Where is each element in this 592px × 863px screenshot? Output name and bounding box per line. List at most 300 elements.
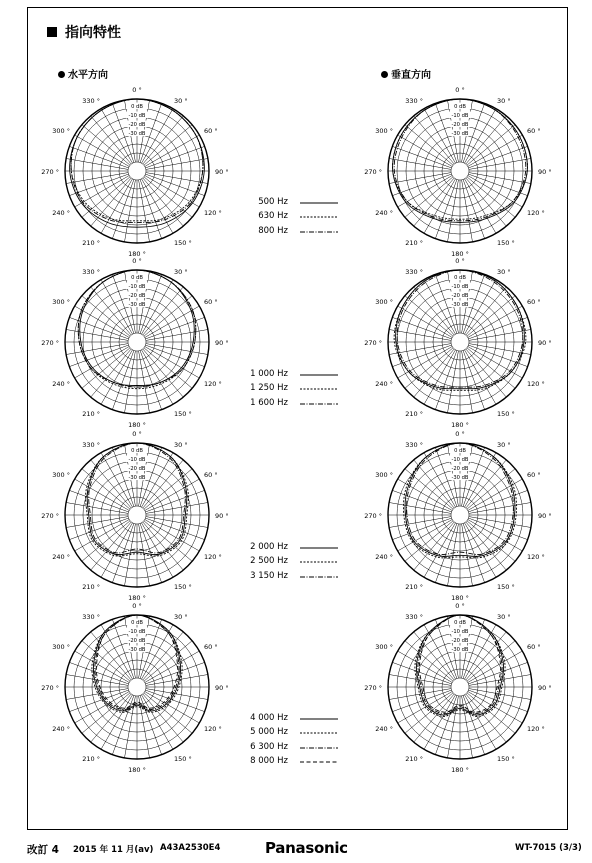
angle-label: 330 °	[405, 267, 423, 276]
grid-spoke	[405, 177, 453, 217]
legend-item	[228, 727, 358, 741]
angle-label: 330 °	[82, 96, 100, 105]
grid-spoke	[414, 522, 454, 570]
ring-label: 0 dB	[131, 448, 143, 454]
angle-label: 180 °	[128, 250, 146, 258]
legend-label: 630 Hz	[258, 211, 288, 222]
ring-label: -20 dB	[128, 293, 146, 299]
grid-spoke	[145, 651, 200, 683]
grid-spoke	[424, 179, 456, 234]
angle-label: 270 °	[364, 684, 382, 692]
grid-spoke	[468, 347, 523, 379]
grid-spoke	[414, 287, 454, 335]
grid-spoke	[424, 695, 456, 750]
document-code: A43A2530E4	[160, 843, 221, 853]
angle-label: 90 °	[215, 168, 229, 176]
grid-spoke	[392, 317, 451, 339]
grid-spoke	[75, 520, 130, 552]
grid-spoke	[66, 158, 128, 169]
grid-spoke	[66, 344, 128, 355]
angle-label: 330 °	[405, 96, 423, 105]
grid-spoke	[469, 517, 531, 528]
grid-spoke	[112, 179, 134, 238]
legend-item	[228, 226, 358, 240]
model-page-number: WT-7015 (3/3)	[515, 843, 582, 853]
angle-label: 270 °	[41, 168, 59, 176]
ring-label: 0 dB	[131, 620, 143, 626]
polar-chart-vertical-1	[360, 71, 560, 271]
grid-ring	[128, 162, 146, 180]
grid-spoke	[145, 146, 204, 168]
grid-spoke	[467, 693, 515, 733]
angle-label: 150 °	[497, 239, 515, 248]
polar-chart-horizontal-4	[37, 587, 237, 787]
ring-label: -30 dB	[128, 475, 146, 481]
subheading-vertical-text: 垂直方向	[391, 70, 431, 81]
legend-label: 6 300 Hz	[250, 741, 288, 752]
brand-logo: Panasonic	[265, 839, 348, 857]
angle-label: 60 °	[527, 298, 541, 306]
grid-spoke	[467, 296, 515, 336]
grid-spoke	[405, 125, 453, 165]
ring-label: 0 dB	[131, 104, 143, 110]
grid-spoke	[146, 689, 208, 700]
grid-spoke	[389, 502, 451, 513]
ring-label: -10 dB	[451, 629, 469, 635]
grid-spoke	[463, 695, 485, 754]
grid-spoke	[69, 518, 128, 540]
grid-spoke	[101, 350, 133, 405]
grid-spoke	[139, 351, 150, 413]
grid-ring	[128, 333, 146, 351]
grid-spoke	[447, 180, 458, 242]
grid-spoke	[463, 179, 485, 238]
grid-spoke	[389, 329, 451, 340]
grid-spoke	[146, 329, 208, 340]
grid-spoke	[469, 158, 531, 169]
square-bullet-icon	[47, 27, 57, 37]
footer	[0, 836, 592, 860]
legend-swatch	[298, 372, 340, 378]
angle-label: 330 °	[405, 440, 423, 449]
ring-label: -20 dB	[451, 293, 469, 299]
grid-spoke	[468, 518, 527, 540]
grid-ring	[128, 506, 146, 524]
grid-spoke	[146, 158, 208, 169]
ring-label: -10 dB	[451, 113, 469, 119]
angle-label: 120 °	[527, 553, 545, 561]
grid-spoke	[435, 695, 457, 754]
angle-label: 60 °	[204, 643, 218, 651]
angle-label: 150 °	[174, 239, 192, 248]
grid-spoke	[414, 694, 454, 742]
grid-spoke	[414, 116, 454, 164]
grid-spoke	[467, 177, 515, 217]
grid-spoke	[469, 502, 531, 513]
grid-spoke	[463, 350, 485, 409]
angle-label: 90 °	[538, 684, 552, 692]
angle-label: 300 °	[375, 127, 393, 135]
grid-spoke	[465, 695, 497, 750]
legend-label: 1 600 Hz	[250, 397, 288, 408]
angle-label: 0 °	[455, 430, 465, 438]
legend-1	[228, 197, 358, 240]
angle-label: 330 °	[405, 612, 423, 621]
grid-spoke	[466, 522, 506, 570]
angle-label: 30 °	[497, 440, 511, 449]
revision-date: 2015 年 11 月(av)	[73, 845, 154, 855]
grid-spoke	[145, 520, 200, 552]
ring-label: -10 dB	[128, 284, 146, 290]
grid-spoke	[82, 348, 130, 388]
grid-spoke	[398, 135, 453, 167]
angle-label: 300 °	[52, 471, 70, 479]
grid-spoke	[405, 348, 453, 388]
grid-spoke	[468, 490, 527, 512]
legend-item	[228, 383, 358, 397]
grid-spoke	[398, 306, 453, 338]
grid-spoke	[66, 689, 128, 700]
polar-chart-horizontal-1	[37, 71, 237, 271]
grid-spoke	[469, 329, 531, 340]
grid-spoke	[112, 350, 134, 409]
angle-label: 240 °	[375, 553, 393, 561]
polar-chart-vertical-4	[360, 587, 560, 787]
ring-label: 0 dB	[454, 620, 466, 626]
legend-4	[228, 713, 358, 770]
angle-label: 60 °	[527, 643, 541, 651]
grid-spoke	[66, 173, 128, 184]
angle-label: 210 °	[405, 239, 423, 248]
grid-spoke	[91, 349, 131, 397]
grid-spoke	[392, 146, 451, 168]
angle-label: 90 °	[538, 339, 552, 347]
grid-spoke	[139, 696, 150, 758]
grid-spoke	[466, 287, 506, 335]
ring-label: -20 dB	[451, 122, 469, 128]
angle-label: 150 °	[497, 410, 515, 419]
angle-label: 210 °	[405, 410, 423, 419]
grid-spoke	[143, 349, 183, 397]
grid-spoke	[146, 173, 208, 184]
grid-spoke	[143, 460, 183, 508]
angle-label: 0 °	[132, 257, 142, 265]
angle-label: 120 °	[527, 725, 545, 733]
grid-spoke	[101, 695, 133, 750]
angle-label: 120 °	[527, 380, 545, 388]
angle-label: 300 °	[375, 643, 393, 651]
grid-spoke	[398, 520, 453, 552]
grid-spoke	[468, 651, 523, 683]
legend-item	[228, 542, 358, 556]
legend-item	[228, 398, 358, 412]
angle-label: 210 °	[405, 755, 423, 764]
legend-label: 800 Hz	[258, 225, 288, 236]
angle-label: 180 °	[128, 766, 146, 774]
angle-label: 30 °	[174, 440, 188, 449]
grid-spoke	[146, 502, 208, 513]
ring-label: -30 dB	[451, 131, 469, 137]
angle-label: 270 °	[41, 512, 59, 520]
grid-ring	[128, 678, 146, 696]
grid-spoke	[467, 641, 515, 681]
grid-spoke	[405, 693, 453, 733]
grid-spoke	[389, 173, 451, 184]
grid-spoke	[140, 179, 162, 238]
grid-spoke	[145, 490, 204, 512]
polar-chart-vertical-2	[360, 242, 560, 442]
angle-label: 270 °	[364, 168, 382, 176]
grid-spoke	[145, 174, 204, 196]
angle-label: 120 °	[204, 380, 222, 388]
grid-spoke	[144, 521, 192, 561]
polar-chart-horizontal-2	[37, 242, 237, 442]
angle-label: 90 °	[215, 684, 229, 692]
grid-spoke	[124, 180, 135, 242]
legend-item	[228, 197, 358, 211]
angle-label: 90 °	[538, 168, 552, 176]
angle-label: 60 °	[527, 127, 541, 135]
legend-3	[228, 542, 358, 585]
angle-label: 60 °	[204, 127, 218, 135]
grid-spoke	[466, 694, 506, 742]
legend-swatch	[298, 386, 340, 392]
polar-chart-vertical-3	[360, 415, 560, 615]
grid-spoke	[69, 146, 128, 168]
grid-spoke	[82, 125, 130, 165]
legend-swatch	[298, 545, 340, 551]
legend-swatch	[298, 745, 340, 751]
angle-label: 30 °	[497, 612, 511, 621]
grid-spoke	[143, 178, 183, 226]
angle-label: 30 °	[497, 267, 511, 276]
grid-ring	[451, 162, 469, 180]
legend-swatch	[298, 759, 340, 765]
angle-label: 60 °	[204, 298, 218, 306]
angle-label: 60 °	[527, 471, 541, 479]
ring-label: -20 dB	[128, 466, 146, 472]
grid-spoke	[398, 347, 453, 379]
grid-spoke	[389, 158, 451, 169]
legend-label: 5 000 Hz	[250, 727, 288, 738]
grid-spoke	[466, 116, 506, 164]
grid-spoke	[144, 125, 192, 165]
grid-spoke	[143, 694, 183, 742]
angle-label: 270 °	[364, 512, 382, 520]
grid-spoke	[389, 517, 451, 528]
angle-label: 120 °	[204, 725, 222, 733]
grid-spoke	[75, 651, 130, 683]
angle-label: 150 °	[174, 410, 192, 419]
angle-label: 0 °	[132, 430, 142, 438]
grid-spoke	[69, 490, 128, 512]
grid-spoke	[462, 351, 473, 413]
ring-label: -20 dB	[451, 638, 469, 644]
angle-label: 300 °	[375, 471, 393, 479]
subheading-horizontal-text: 水平方向	[68, 70, 108, 81]
grid-spoke	[91, 460, 131, 508]
ring-label: -10 dB	[128, 629, 146, 635]
grid-spoke	[392, 518, 451, 540]
section-heading	[47, 22, 121, 42]
legend-label: 1 250 Hz	[250, 383, 288, 394]
grid-spoke	[465, 179, 497, 234]
grid-spoke	[69, 662, 128, 684]
grid-spoke	[142, 350, 174, 405]
angle-label: 240 °	[52, 725, 70, 733]
angle-label: 330 °	[82, 612, 100, 621]
grid-spoke	[66, 502, 128, 513]
legend-swatch	[298, 716, 340, 722]
legend-swatch	[298, 401, 340, 407]
grid-spoke	[145, 518, 204, 540]
grid-spoke	[144, 348, 192, 388]
grid-ring	[451, 678, 469, 696]
grid-spoke	[75, 692, 130, 724]
legend-label: 2 500 Hz	[250, 556, 288, 567]
angle-label: 150 °	[497, 583, 515, 592]
angle-label: 300 °	[52, 127, 70, 135]
angle-label: 0 °	[455, 257, 465, 265]
angle-label: 300 °	[375, 298, 393, 306]
legend-item	[228, 713, 358, 727]
ring-label: -30 dB	[451, 302, 469, 308]
ring-label: -30 dB	[128, 647, 146, 653]
angle-label: 240 °	[52, 209, 70, 217]
angle-label: 240 °	[375, 380, 393, 388]
legend-item	[228, 571, 358, 585]
angle-label: 180 °	[128, 594, 146, 602]
heading-text: 指向特性	[65, 25, 121, 41]
angle-label: 120 °	[204, 209, 222, 217]
grid-spoke	[468, 520, 523, 552]
grid-spoke	[146, 517, 208, 528]
legend-swatch	[298, 214, 340, 220]
ring-label: -30 dB	[451, 475, 469, 481]
grid-spoke	[82, 693, 130, 733]
angle-label: 210 °	[82, 755, 100, 764]
grid-spoke	[424, 523, 456, 578]
angle-label: 240 °	[375, 209, 393, 217]
grid-spoke	[144, 693, 192, 733]
grid-spoke	[398, 651, 453, 683]
ring-label: -30 dB	[128, 302, 146, 308]
angle-label: 180 °	[128, 421, 146, 429]
grid-spoke	[424, 350, 456, 405]
grid-spoke	[139, 180, 150, 242]
grid-spoke	[146, 344, 208, 355]
grid-spoke	[112, 695, 134, 754]
legend-item	[228, 756, 358, 770]
grid-spoke	[462, 524, 473, 586]
angle-label: 180 °	[451, 766, 469, 774]
angle-label: 210 °	[82, 410, 100, 419]
angle-label: 150 °	[174, 755, 192, 764]
polar-chart-horizontal-3	[37, 415, 237, 615]
angle-label: 240 °	[52, 380, 70, 388]
grid-spoke	[392, 490, 451, 512]
angle-label: 60 °	[204, 471, 218, 479]
grid-spoke	[467, 125, 515, 165]
grid-spoke	[145, 135, 200, 167]
angle-label: 330 °	[82, 440, 100, 449]
legend-2	[228, 369, 358, 412]
grid-spoke	[435, 350, 457, 409]
grid-spoke	[447, 524, 458, 586]
grid-spoke	[66, 517, 128, 528]
angle-label: 180 °	[451, 421, 469, 429]
ring-label: 0 dB	[131, 275, 143, 281]
grid-spoke	[145, 662, 204, 684]
grid-spoke	[447, 351, 458, 413]
angle-label: 180 °	[451, 594, 469, 602]
grid-spoke	[145, 176, 200, 208]
legend-swatch	[298, 229, 340, 235]
legend-label: 500 Hz	[258, 197, 288, 207]
legend-label: 1 000 Hz	[250, 369, 288, 379]
grid-spoke	[414, 460, 454, 508]
ring-label: 0 dB	[454, 104, 466, 110]
grid-spoke	[82, 641, 130, 681]
grid-spoke	[91, 522, 131, 570]
grid-spoke	[145, 479, 200, 511]
angle-label: 210 °	[82, 583, 100, 592]
grid-spoke	[91, 116, 131, 164]
grid-spoke	[82, 296, 130, 336]
angle-label: 0 °	[455, 602, 465, 610]
legend-swatch	[298, 200, 340, 206]
angle-label: 240 °	[52, 553, 70, 561]
grid-spoke	[469, 173, 531, 184]
grid-spoke	[75, 479, 130, 511]
angle-label: 330 °	[82, 267, 100, 276]
grid-spoke	[465, 523, 497, 578]
grid-spoke	[144, 296, 192, 336]
angle-label: 300 °	[52, 298, 70, 306]
grid-spoke	[467, 521, 515, 561]
legend-item	[228, 556, 358, 570]
grid-spoke	[467, 348, 515, 388]
grid-ring	[451, 333, 469, 351]
grid-spoke	[465, 350, 497, 405]
ring-label: -20 dB	[451, 466, 469, 472]
grid-spoke	[66, 329, 128, 340]
grid-spoke	[143, 287, 183, 335]
legend-swatch	[298, 559, 340, 565]
angle-label: 30 °	[497, 96, 511, 105]
grid-spoke	[145, 692, 200, 724]
ring-label: -10 dB	[128, 457, 146, 463]
legend-label: 3 150 Hz	[250, 570, 288, 581]
ring-label: -10 dB	[451, 284, 469, 290]
ring-label: -30 dB	[128, 131, 146, 137]
grid-spoke	[447, 696, 458, 758]
grid-spoke	[468, 146, 527, 168]
angle-label: 240 °	[375, 725, 393, 733]
grid-spoke	[82, 521, 130, 561]
angle-label: 150 °	[174, 583, 192, 592]
grid-spoke	[91, 287, 131, 335]
legend-swatch	[298, 730, 340, 736]
legend-swatch	[298, 574, 340, 580]
angle-label: 0 °	[455, 86, 465, 94]
legend-label: 2 000 Hz	[250, 542, 288, 552]
grid-spoke	[143, 116, 183, 164]
angle-label: 270 °	[364, 339, 382, 347]
grid-spoke	[468, 306, 523, 338]
grid-spoke	[462, 696, 473, 758]
grid-spoke	[144, 641, 192, 681]
